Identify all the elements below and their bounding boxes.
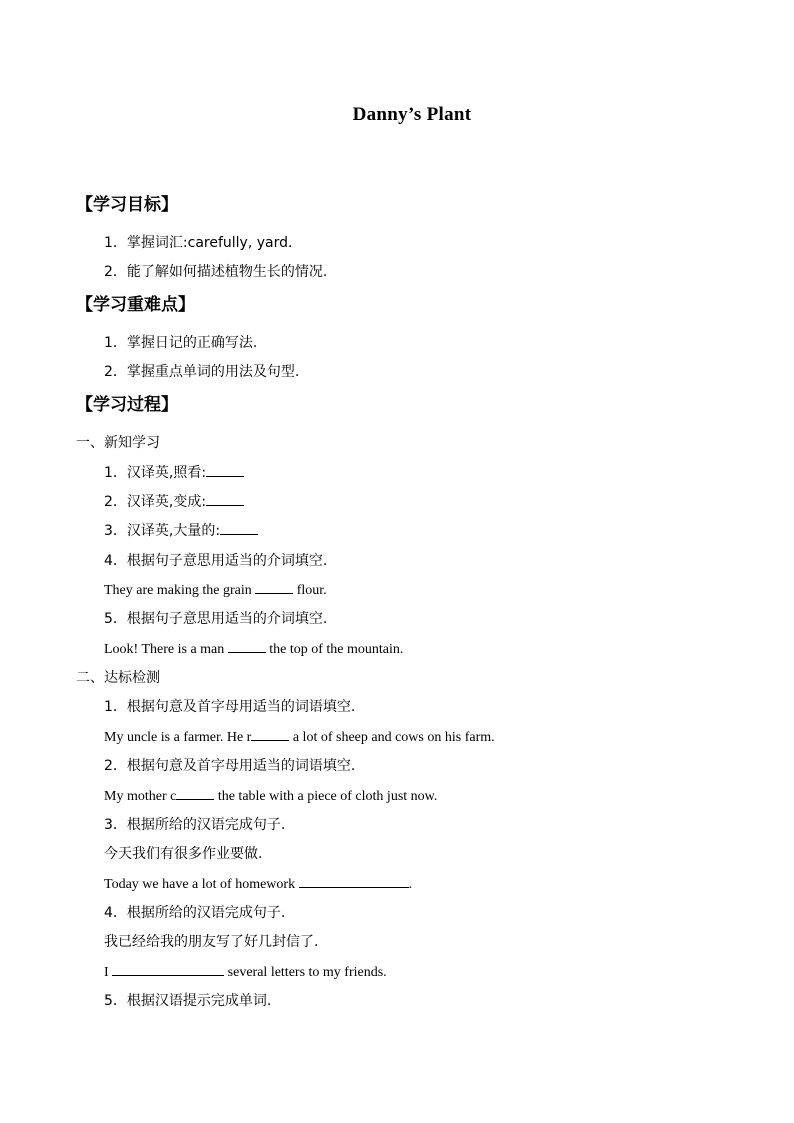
answer-blank[interactable]	[251, 727, 289, 741]
question-5-sentence-b: the top of the mountain.	[265, 642, 404, 657]
test-1-sentence-b: a lot of sheep and cows on his farm.	[289, 730, 495, 745]
goal-item-2: 2．能了解如何描述植物生长的情况.	[104, 264, 328, 280]
test-2-sentence-a: My mother c	[104, 789, 177, 804]
test-4-chinese: 我已经给我的朋友写了好几封信了.	[104, 934, 319, 950]
test-4-sentence-b: several letters to my friends.	[224, 965, 387, 980]
test-3: 3．根据所给的汉语完成句子.	[104, 817, 286, 833]
answer-blank[interactable]	[112, 962, 224, 976]
answer-blank[interactable]	[228, 639, 266, 653]
question-5: 5．根据句子意思用适当的介词填空.	[104, 611, 328, 627]
question-4-sentence-a: They are making the grain	[104, 583, 256, 598]
answer-blank[interactable]	[206, 492, 244, 506]
test-4-sentence-a: I	[104, 965, 113, 980]
test-4: 4．根据所给的汉语完成句子.	[104, 905, 286, 921]
answer-blank[interactable]	[299, 874, 409, 888]
page-title: Danny’s Plant	[352, 104, 472, 125]
test-3-chinese: 今天我们有很多作业要做.	[104, 846, 263, 862]
answer-blank[interactable]	[220, 521, 258, 535]
test-1: 1．根据句意及首字母用适当的词语填空.	[104, 699, 356, 715]
question-3	[104, 520, 258, 540]
test-5: 5．根据汉语提示完成单词.	[104, 993, 272, 1009]
key-point-1: 1．掌握日记的正确写法.	[104, 335, 258, 351]
question-1-text: 1．汉译英,照看:	[104, 465, 207, 481]
test-2: 2．根据句意及首字母用适当的词语填空.	[104, 758, 356, 774]
heading-learning-process: 【学习过程】	[76, 395, 178, 415]
section-new-knowledge: 一、新知学习	[76, 435, 160, 451]
heading-key-points: 【学习重难点】	[76, 295, 195, 315]
question-5-sentence	[104, 639, 403, 658]
test-1-sentence-a: My uncle is a farmer. He r	[104, 730, 252, 745]
test-3-sentence-a: Today we have a lot of homework	[104, 877, 299, 892]
test-3-sentence-b: .	[408, 877, 413, 892]
test-3-sentence	[104, 874, 412, 893]
answer-blank[interactable]	[176, 786, 214, 800]
goal-item-1: 1．掌握词汇:carefully, yard．	[104, 235, 302, 251]
question-2-text: 2．汉译英,变成:	[104, 494, 207, 510]
question-5-sentence-a: Look! There is a man	[104, 642, 228, 657]
test-1-sentence	[104, 727, 495, 746]
answer-blank[interactable]	[206, 463, 244, 477]
question-2	[104, 491, 244, 511]
question-1	[104, 462, 244, 482]
test-4-sentence	[104, 962, 387, 981]
question-4: 4．根据句子意思用适当的介词填空.	[104, 553, 328, 569]
question-4-sentence-b: flour.	[293, 583, 327, 598]
question-3-text: 3．汉译英,大量的:	[104, 523, 221, 539]
answer-blank[interactable]	[255, 580, 293, 594]
test-2-sentence-b: the table with a piece of cloth just now.	[214, 789, 438, 804]
section-assessment: 二、达标检测	[76, 670, 160, 686]
test-2-sentence	[104, 786, 437, 805]
heading-learning-goals: 【学习目标】	[76, 195, 178, 215]
question-4-sentence	[104, 580, 327, 599]
key-point-2: 2．掌握重点单词的用法及句型.	[104, 364, 300, 380]
